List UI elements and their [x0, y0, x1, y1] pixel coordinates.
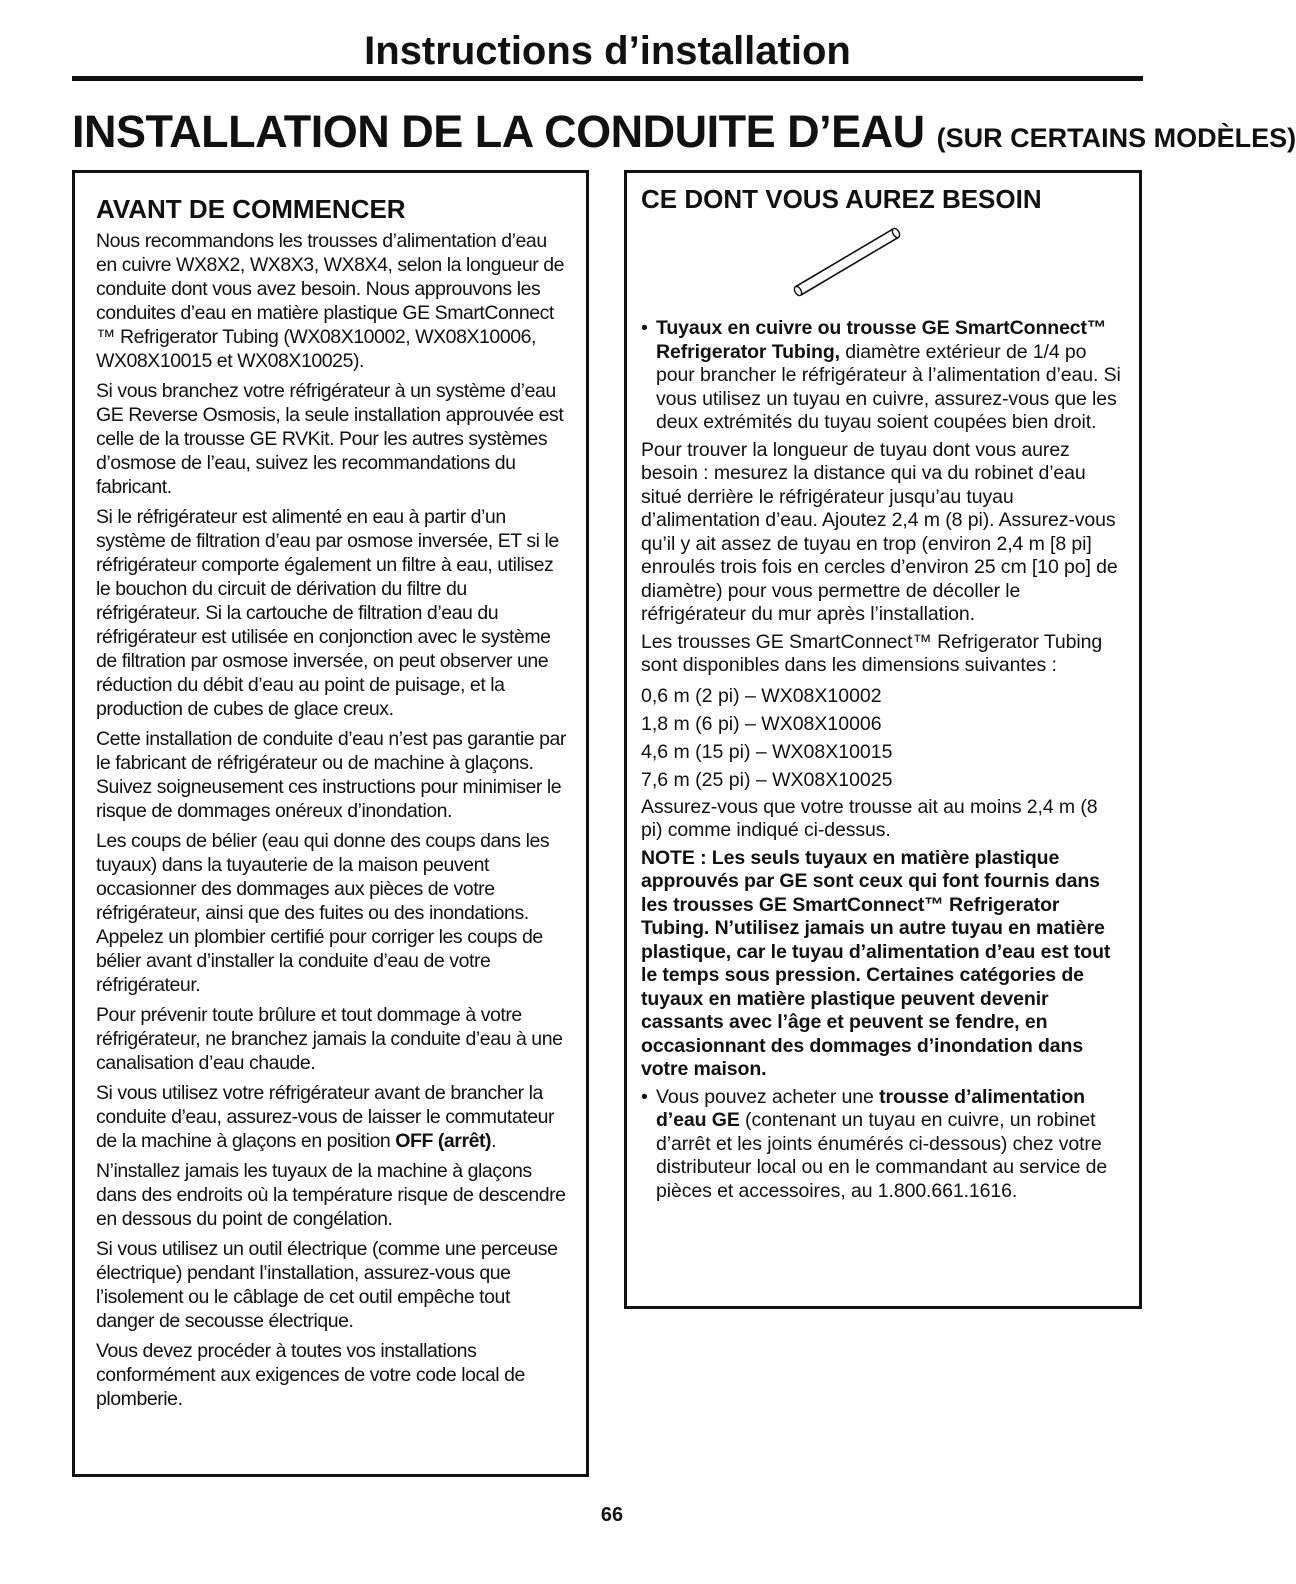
tubing-bullet-bold: Tuyaux en cuivre ou trousse GE SmartConnect™ Refrigerator Tubing, — [656, 317, 1107, 363]
left-paragraph-5: Les coups de bélier (eau qui donne des coups dans les tuyaux) dans la tuyauterie de la maison peuvent occasionner des dommages aux pièces de votre réfrigérateur, ainsi que des fuites ou des inondations. Appelez un plombier certifié pour corriger les coups de bélier avant d’installer la conduite d’eau de votre réfrigérateur. — [96, 830, 550, 996]
water-kit-bullet-text — [656, 1086, 1121, 1204]
list-item: 4,6 m (15 pi) – WX08X10015 — [641, 740, 893, 763]
left-paragraph-4: Cette installation de conduite d’eau n’est pas garantie par le fabricant de réfrigérateur ou de machine à glaçons. Suivez soigneusement ces instructions pour minimiser le risque de dommages onéreux d’inondation. — [96, 728, 566, 822]
what-you-need-heading: CE DONT VOUS AUREZ BESOIN — [641, 184, 1042, 214]
right-paragraph-1: Pour trouver la longueur de tuyau dont vous aurez besoin : mesurez la distance qui va du robinet d’eau situé derrière le réfrigérateur jusqu’au tuyau d’alimentation d’eau. Ajoutez 2,4 m (8 pi). Assurez-vous qu’il y ait assez de tuyau en trop (environ 2,4 m [8 pi] enroulés trois fois en cercles d’environ 25 cm [10 po] de diamètre) pour vous permettre de décoller le réfrigérateur du mur après l’installation. — [641, 438, 1118, 625]
water-kit-bullet-rest: (contenant un tuyau en cuivre, un robinet d’arrêt et les joints énumérés ci-dessous) chez votre distributeur local ou en le commandant au service de pièces et accessoires, au 1.800.661.1616. — [656, 1109, 1108, 1202]
list-item: 0,6 m (2 pi) – WX08X10002 — [641, 684, 882, 707]
left-paragraph-7 — [96, 1081, 568, 1153]
left-paragraph-3: Si le réfrigérateur est alimenté en eau à partir d’un système de filtration d’eau par osmose inversée, ET si le réfrigérateur comporte également un filtre à eau, utilisez le bouchon du circuit de dérivation du filtre du réfrigérateur. Si la cartouche de filtration d’eau du réfrigérateur est utilisée en conjonction avec le système de filtration par osmose inversée, on peut observer une réduction du débit d’eau au point de puisage, et la production de cubes de glace creux. — [96, 506, 559, 720]
left-paragraph-7-bold: OFF (arrêt) — [395, 1130, 492, 1152]
list-item: 7,6 m (25 pi) – WX08X10025 — [641, 768, 893, 791]
bullet-marker: • — [641, 1085, 648, 1108]
left-paragraph-1: Nous recommandons les trousses d’alimentation d’eau en cuivre WX8X2, WX8X3, WX8X4, selon la longueur de conduite dont vous avez besoin. Nous approuvons les conduites d’eau en matière plastique GE SmartConnect ™ Refrigerator Tubing (WX08X10002, WX08X10006, WX08X10015 et WX08X10025). — [96, 230, 565, 372]
left-paragraph-2: Si vous branchez votre réfrigérateur à un système d’eau GE Reverse Osmosis, la seule installation approuvée est celle de la trousse GE RVKit. Pour les autres systèmes d’osmose de l’eau, suivez les recommandations du fabricant. — [96, 380, 564, 498]
list-item: 1,8 m (6 pi) – WX08X10006 — [641, 712, 882, 735]
water-kit-bullet-bold: trousse d’alimentation d’eau GE — [656, 1085, 1085, 1131]
right-paragraph-2: Les trousses GE SmartConnect™ Refrigerator Tubing sont disponibles dans les dimensions suivantes : — [641, 630, 1103, 676]
section-title — [72, 106, 1296, 164]
section-title-main: INSTALLATION DE LA CONDUITE D’EAU — [72, 106, 925, 157]
right-paragraph-3: Assurez-vous que votre trousse ait au moins 2,4 m (8 pi) comme indiqué ci-dessus. — [641, 795, 1098, 841]
water-kit-bullet-start: Vous pouvez acheter une — [656, 1085, 880, 1108]
what-you-need-box — [624, 170, 1142, 1309]
page-header-title: Instructions d’installation — [364, 29, 851, 73]
left-paragraph-8: N’installez jamais les tuyaux de la machine à glaçons dans des endroits où la température risque de descendre en dessous du point de congélation. — [96, 1160, 566, 1230]
left-paragraph-7-end: . — [491, 1130, 497, 1152]
plastic-tubing-note: NOTE : Les seuls tuyaux en matière plastique approuvés par GE sont ceux qui font fournis dans les trousses GE SmartConnect™ Refrigerator Tubing. N’utilisez jamais un autre tuyau en matière plastique, car le tuyau d’alimentation d’eau est tout le temps sous pression. Certaines catégories de tuyaux en matière plastique peuvent devenir cassants avec l’âge et peuvent se fendre, en occasionnant des dommages d’inondation dans votre maison. — [641, 846, 1111, 1080]
tubing-size-list — [641, 682, 1121, 794]
left-paragraph-7-text: Si vous utilisez votre réfrigérateur avant de brancher la conduite d’eau, assurez-vous de laisser le commutateur de la machine à glaçons en position — [96, 1082, 555, 1152]
water-kit-bullet — [641, 1086, 1121, 1204]
tubing-bullet-text — [656, 317, 1121, 435]
left-paragraph-10: Vous devez procéder à toutes vos installations conformément aux exigences de votre code local de plomberie. — [96, 1340, 525, 1410]
left-paragraph-9: Si vous utilisez un outil électrique (comme une perceuse électrique) pendant l’installation, assurez-vous que l’isolement ou le câblage de cet outil empêche tout danger de secousse électrique. — [96, 1238, 558, 1332]
header-divider — [72, 76, 1143, 81]
before-you-begin-heading: AVANT DE COMMENCER — [96, 194, 406, 224]
before-you-begin-box — [72, 170, 589, 1477]
tubing-illustration — [781, 219, 911, 305]
section-title-subtitle: (SUR CERTAINS MODÈLES) — [936, 123, 1296, 153]
left-paragraph-6: Pour prévenir toute brûlure et tout dommage à votre réfrigérateur, ne branchez jamais la conduite d’eau à une canalisation d’eau chaude. — [96, 1004, 563, 1074]
tubing-bullet-rest: diamètre extérieur de 1/4 po pour brancher le réfrigérateur à l’alimentation d’eau. Si vous utilisez un tuyau en cuivre, assurez-vous que les deux extrémités du tuyau soient coupées bien droit. — [656, 340, 1121, 433]
tubing-bullet — [641, 317, 1121, 435]
bullet-marker: • — [641, 317, 648, 339]
page-number: 66 — [600, 1504, 624, 1526]
